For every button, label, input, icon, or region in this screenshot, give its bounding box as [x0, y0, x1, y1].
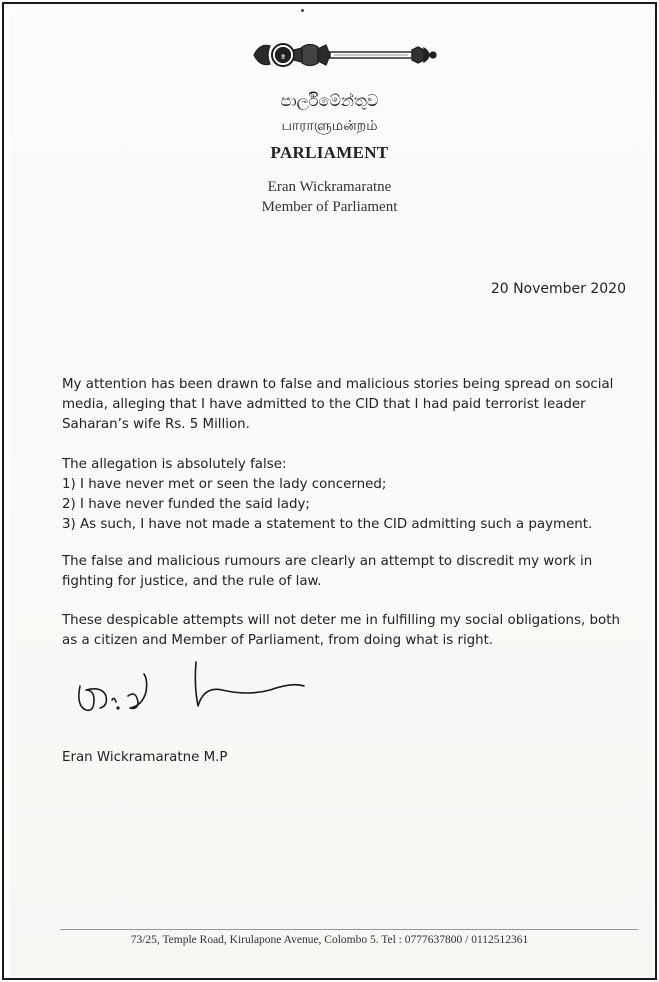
svg-text:ꮥ: ꮥ	[281, 51, 285, 62]
handwritten-signature	[72, 656, 312, 718]
footer-address: 73/25, Temple Road, Kirulapone Avenue, Colombo 5. Tel : 0777637800 / 0112512361	[130, 934, 529, 946]
letterhead-sinhala: පාර්ලිමේන්තුව	[280, 91, 379, 110]
footer-divider	[60, 929, 638, 930]
mp-name: Eran Wickramaratne	[267, 179, 392, 195]
allegation-intro: The allegation is absolutely false:	[62, 457, 287, 472]
letter-date: 20 November 2020	[490, 281, 626, 297]
letterhead-title: PARLIAMENT	[270, 143, 389, 162]
paragraph-allegation	[62, 455, 632, 535]
list-item: 1) I have never met or seen the lady concerned;	[62, 477, 387, 492]
mp-title: Member of Parliament	[261, 199, 398, 215]
paragraph-attention: My attention has been drawn to false and malicious stories being spread on social media, alleging that I have admitted to the CID that I had paid terrorist leader Saharan’s wife Rs. 5 Million.	[62, 377, 614, 432]
signatory-name: Eran Wickramaratne M.P	[62, 750, 228, 765]
list-item: 3) As such, I have not made a statement to the CID admitting such a payment.	[62, 517, 593, 532]
punch-mark	[301, 9, 304, 12]
letterhead-tamil: பாராளுமன்றம்	[281, 118, 378, 134]
parliament-mace-emblem-icon	[252, 38, 438, 72]
paragraph-obligations: These despicable attempts will not deter me in fulfilling my social obligations, both as a citizen and Member of Parliament, from doing what is right.	[62, 613, 620, 648]
list-item: 2) I have never funded the said lady;	[62, 497, 310, 512]
paragraph-rumours: The false and malicious rumours are clearly an attempt to discredit my work in fighting for justice, and the rule of law.	[62, 554, 593, 589]
